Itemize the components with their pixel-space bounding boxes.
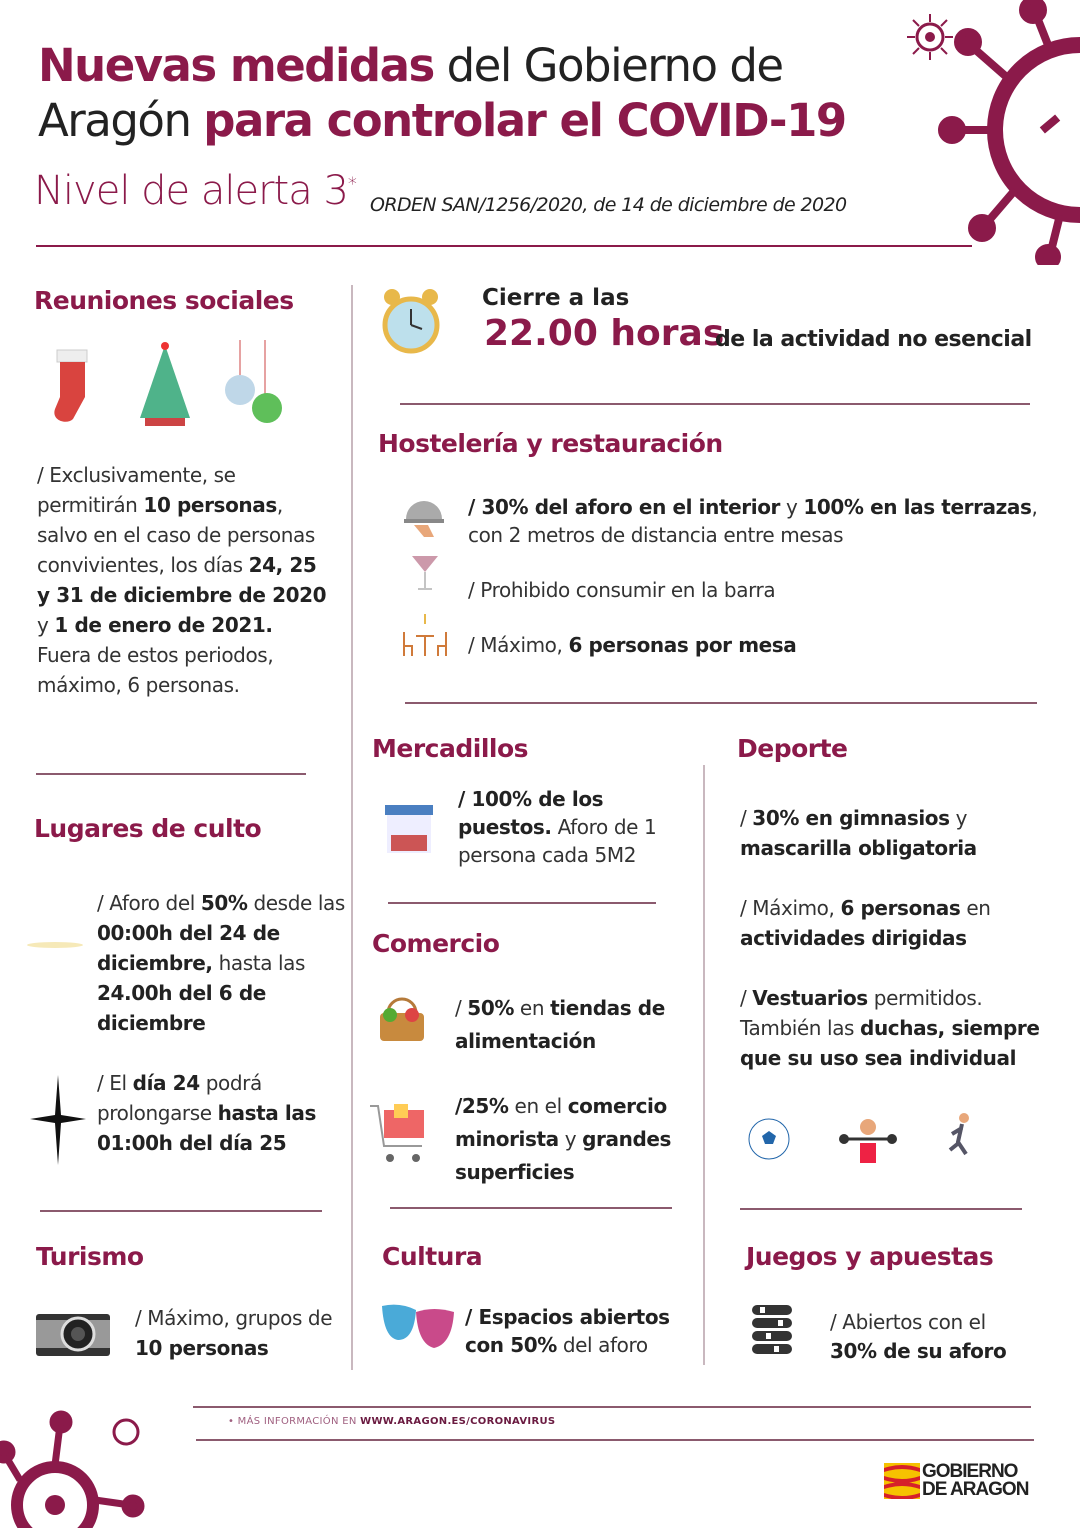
text-segment: 10 personas [143,493,277,517]
section-heading-comercio: Comercio [372,929,500,958]
section-heading-hosteleria: Hostelería y restauración [378,429,723,458]
ornaments-icon [225,340,285,428]
text-segment: 6 personas [840,896,961,920]
logo-line2: DE ARAGON [922,1479,1029,1500]
cierre-time: 22.00 horas [484,313,725,354]
text-segment: 30% en gimnasios [752,806,950,830]
alert-level [34,168,356,214]
cultura-text [465,1303,695,1359]
section-heading-cultura: Cultura [382,1242,483,1271]
text-segment: / Máximo, [740,896,841,920]
theater-masks-icon [380,1302,456,1354]
text-segment: , con 2 metros de distancia entre mesas [468,495,1038,547]
text-segment: 6 personas por mesa [568,633,797,657]
text-segment: / Máximo, [468,633,569,657]
text-segment: / Aforo del [97,891,201,915]
gobierno-aragon-logo [884,1463,1028,1499]
section-heading-culto: Lugares de culto [34,814,262,843]
text-segment: y [949,806,968,830]
text-segment: 24.00h del 6 de diciembre [97,981,266,1035]
hosteleria-item-1 [468,493,1038,549]
text-segment: 10 personas [135,1336,269,1360]
text-segment: Fuera de estos periodos, máximo, 6 personas. [37,643,274,697]
text-segment: y [37,613,55,637]
divider [390,1207,672,1209]
divider [193,1406,1031,1408]
light-glow-icon [25,930,85,960]
culto-text-2 [97,1068,337,1158]
reuniones-text [37,460,327,700]
culto-text-1 [97,888,347,1038]
text-segment: en [513,996,551,1020]
column-divider [703,765,705,1365]
page-title [38,38,858,148]
text-segment: 50% [200,891,248,915]
runner-icon [942,1112,978,1168]
shopping-cart-icon [368,1100,432,1166]
camera-icon [36,1308,110,1356]
hosteleria-item-2 [468,575,775,605]
christmas-stocking-icon [45,345,100,425]
star-icon [30,1075,86,1165]
text-segment: , salvo en el caso de personas convivientes, los días [37,493,315,577]
text-segment: tiendas de alimentación [455,996,665,1053]
text-segment: /25% [455,1094,509,1118]
text-segment: actividades dirigidas [740,926,967,950]
text-segment: 24, 25 y 31 de diciembre de 2020 [37,553,327,607]
text-segment: 1 de enero de 2021. [54,613,273,637]
alert-level-text: Nivel de alerta 3 [34,168,348,214]
divider [400,403,1030,405]
logo-line1: GOBIERNO [922,1461,1018,1482]
divider [40,1210,322,1212]
text-segment: / [455,996,468,1020]
mercadillos-text [458,785,678,869]
text-segment: 30% de su aforo [830,1339,1007,1363]
text-segment: en el [508,1094,568,1118]
turismo-text [135,1303,335,1363]
casino-chips-icon [750,1303,794,1357]
more-info [228,1416,555,1427]
alert-asterisk: * [347,173,356,195]
divider [388,902,656,904]
text-segment: día 24 [132,1071,200,1095]
comercio-item-2 [455,1090,700,1189]
cierre-line1: Cierre a las [482,285,630,311]
text-segment: / 100% de los puestos. [458,787,604,839]
divider [405,702,1037,704]
alarm-clock-icon [380,285,442,357]
deporte-item-1 [740,803,1040,863]
text-segment: del aforo [556,1333,648,1357]
text-segment: / Prohibido consumir en la barra [468,578,776,602]
text-segment: / [740,806,753,830]
text-segment: / Espacios abiertos con 50% [465,1305,670,1357]
text-segment: y [558,1127,583,1151]
cierre-rest: de la actividad no esencial [715,327,1032,352]
text-segment: permitidos. También las [740,986,983,1040]
soccer-ball-icon [747,1117,791,1161]
cocktail-icon [410,552,440,592]
text-segment: podrá prolongarse [97,1071,262,1125]
text-segment: / El [97,1071,133,1095]
christmas-tree-icon [135,340,195,428]
text-segment: 00:00h del 24 de diciembre, [97,921,280,975]
text-segment: 100% en las terrazas [803,495,1032,519]
text-segment: hasta las 01:00h del día 25 [97,1101,316,1155]
divider [36,773,306,775]
virus-bottom-icon [0,1410,150,1528]
text-segment: y [780,495,804,519]
section-heading-deporte: Deporte [737,734,848,763]
more-info-prefix: • MÁS INFORMACIÓN EN [228,1416,361,1427]
text-segment: comercio minorista [455,1094,667,1151]
text-segment: grandes superficies [455,1127,672,1184]
text-segment: / [740,986,753,1010]
small-virus-icon [905,12,955,62]
hosteleria-item-3 [468,630,796,660]
section-heading-mercadillos: Mercadillos [372,734,529,763]
text-segment: Nuevas medidas [38,39,434,92]
text-segment: mascarilla obligatoria [740,836,977,860]
order-reference: ORDEN SAN/1256/2020, de 14 de diciembre de 2020 [370,194,847,216]
text-segment: / Abiertos con el [830,1310,986,1334]
section-heading-reuniones: Reuniones sociales [34,286,294,315]
deporte-item-2 [740,893,1040,953]
more-info-link[interactable]: WWW.ARAGON.ES/CORONAVIRUS [360,1416,556,1427]
cloche-icon [402,493,446,539]
comercio-item-1 [455,992,695,1058]
text-segment: duchas, siempre que su uso sea individual [740,1016,1040,1070]
text-segment: hasta las [212,951,306,975]
section-heading-juegos: Juegos y apuestas [746,1242,994,1271]
divider [36,245,972,247]
text-segment: Vestuarios [752,986,868,1010]
divider [196,1439,1034,1441]
aragon-flag-icon [884,1463,920,1499]
text-segment: en [960,896,991,920]
text-segment: / Exclusivamente, se permitirán [37,463,236,517]
text-segment: del Gobierno de Aragón [38,39,783,147]
table-chairs-icon [400,612,450,658]
grocery-basket-icon [376,993,428,1045]
column-divider [351,285,353,1370]
text-segment: 50% [467,996,514,1020]
text-segment: Aforo de 1 persona cada 5M2 [458,815,657,867]
divider [740,1208,1022,1210]
text-segment: / Máximo, grupos de [135,1306,333,1330]
market-stall-icon [383,803,435,855]
weightlifter-icon [838,1115,898,1165]
text-segment: desde las [247,891,345,915]
section-heading-turismo: Turismo [36,1242,144,1271]
text-segment: / 30% del aforo en el interior [468,495,780,519]
deporte-item-3 [740,983,1060,1073]
text-segment: para controlar el COVID-19 [203,94,846,147]
juegos-text [830,1308,1030,1366]
